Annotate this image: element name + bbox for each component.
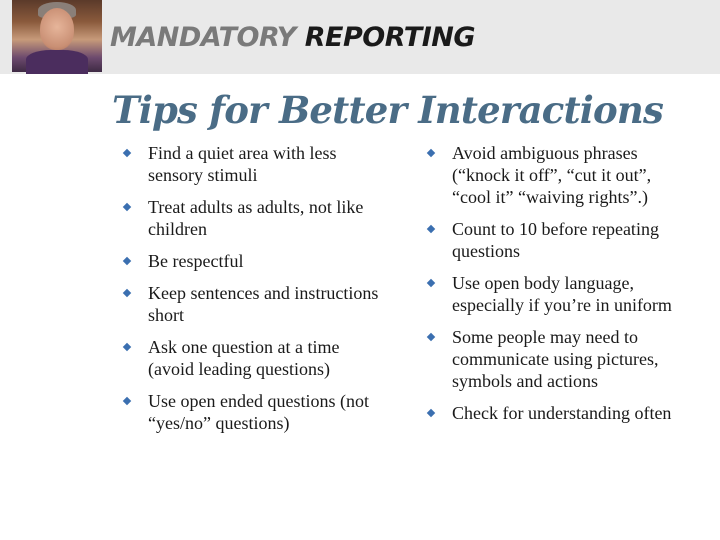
bullet-text: Count to 10 before repeating questions	[452, 219, 659, 261]
diamond-bullet-icon	[427, 409, 435, 417]
brand-word-1: MANDATORY	[110, 22, 296, 53]
list-item	[428, 272, 690, 316]
bullet-text: Treat adults as adults, not like children	[148, 197, 364, 239]
list-item	[124, 390, 384, 434]
diamond-bullet-icon	[123, 397, 131, 405]
list-item	[124, 336, 384, 380]
list-item	[428, 402, 690, 424]
header-banner	[0, 0, 720, 74]
bullet-text: Ask one question at a time (avoid leading questions)	[148, 337, 340, 379]
diamond-bullet-icon	[123, 257, 131, 265]
list-item	[428, 142, 690, 208]
bullet-text: Some people may need to communicate using pictures, symbols and actions	[452, 327, 659, 391]
bullet-text: Be respectful	[148, 251, 244, 271]
list-item	[124, 282, 384, 326]
bullet-text: Keep sentences and instructions short	[148, 283, 379, 325]
presenter-photo	[12, 0, 102, 72]
bullet-text: Check for understanding often	[452, 403, 672, 423]
bullet-text: Use open body language, especially if you’re in uniform	[452, 273, 672, 315]
diamond-bullet-icon	[427, 225, 435, 233]
diamond-bullet-icon	[123, 203, 131, 211]
bullet-text: Use open ended questions (not “yes/no” questions)	[148, 391, 369, 433]
list-item	[124, 250, 384, 272]
photo-face	[40, 8, 74, 50]
diamond-bullet-icon	[427, 279, 435, 287]
bullet-text: Find a quiet area with less sensory stimuli	[148, 143, 337, 185]
left-bullet-list	[124, 142, 384, 434]
diamond-bullet-icon	[123, 343, 131, 351]
list-item	[428, 326, 690, 392]
right-bullet-list	[428, 142, 690, 424]
list-item	[124, 196, 384, 240]
brand-title	[110, 20, 475, 56]
diamond-bullet-icon	[427, 333, 435, 341]
diamond-bullet-icon	[427, 149, 435, 157]
bullet-text: Avoid ambiguous phrases (“knock it off”, “cut it out”, “cool it” “waiving rights”.)	[452, 143, 652, 207]
diamond-bullet-icon	[123, 149, 131, 157]
slide-title: Tips for Better Interactions	[112, 88, 664, 132]
photo-shirt	[26, 50, 88, 74]
list-item	[428, 218, 690, 262]
list-item	[124, 142, 384, 186]
brand-word-2: REPORTING	[304, 22, 476, 53]
diamond-bullet-icon	[123, 289, 131, 297]
